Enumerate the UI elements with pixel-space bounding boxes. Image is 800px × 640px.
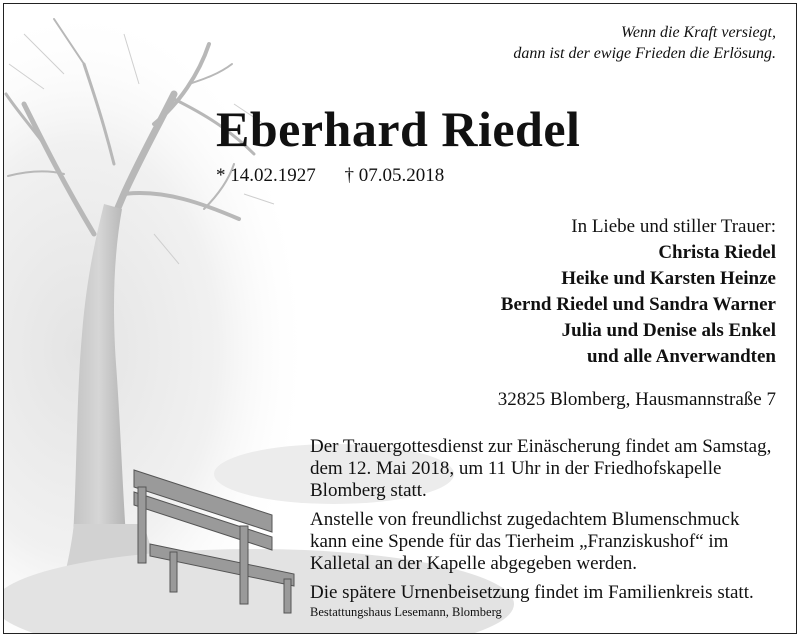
mourner-name: und alle Anverwandten xyxy=(587,346,776,367)
memorial-quote xyxy=(513,22,776,64)
mourner-name: Heike und Karsten Heinze xyxy=(561,268,776,289)
funeral-home: Bestattungshaus Lesemann, Blomberg xyxy=(310,605,502,619)
family-address: 32825 Blomberg, Hausmannstraße 7 xyxy=(497,389,776,410)
burial-paragraph: Die spätere Urnenbeisetzung findet im Familienkreis statt. xyxy=(310,582,754,603)
mourners-list xyxy=(501,214,776,370)
donation-paragraph: Anstelle von freundlichst zugedachtem Blumenschmuck kann eine Spende für das Tierheim „Franziskushof“ im Kalletal an der Kapelle abgegeben werden. xyxy=(310,509,740,574)
quote-line-1: Wenn die Kraft versiegt, xyxy=(621,24,776,41)
mourner-name: Bernd Riedel und Sandra Warner xyxy=(500,294,776,315)
deceased-name: Eberhard Riedel xyxy=(216,101,581,157)
life-dates xyxy=(216,164,444,188)
birth-date: * 14.02.1927 xyxy=(216,165,316,186)
service-paragraph: Der Trauergottesdienst zur Einäscherung findet am Samstag, dem 12. Mai 2018, um 11 Uhr in der Friedhofskapelle Blomberg statt. xyxy=(310,436,772,501)
mourner-name: Julia und Denise als Enkel xyxy=(561,320,776,341)
death-date: † 07.05.2018 xyxy=(344,165,445,186)
quote-line-2: dann ist der ewige Frieden die Erlösung. xyxy=(513,45,776,62)
obituary-notice xyxy=(3,3,797,634)
mourner-name: Christa Riedel xyxy=(658,242,776,263)
service-information xyxy=(310,436,780,611)
mourners-intro: In Liebe und stiller Trauer: xyxy=(571,216,776,237)
